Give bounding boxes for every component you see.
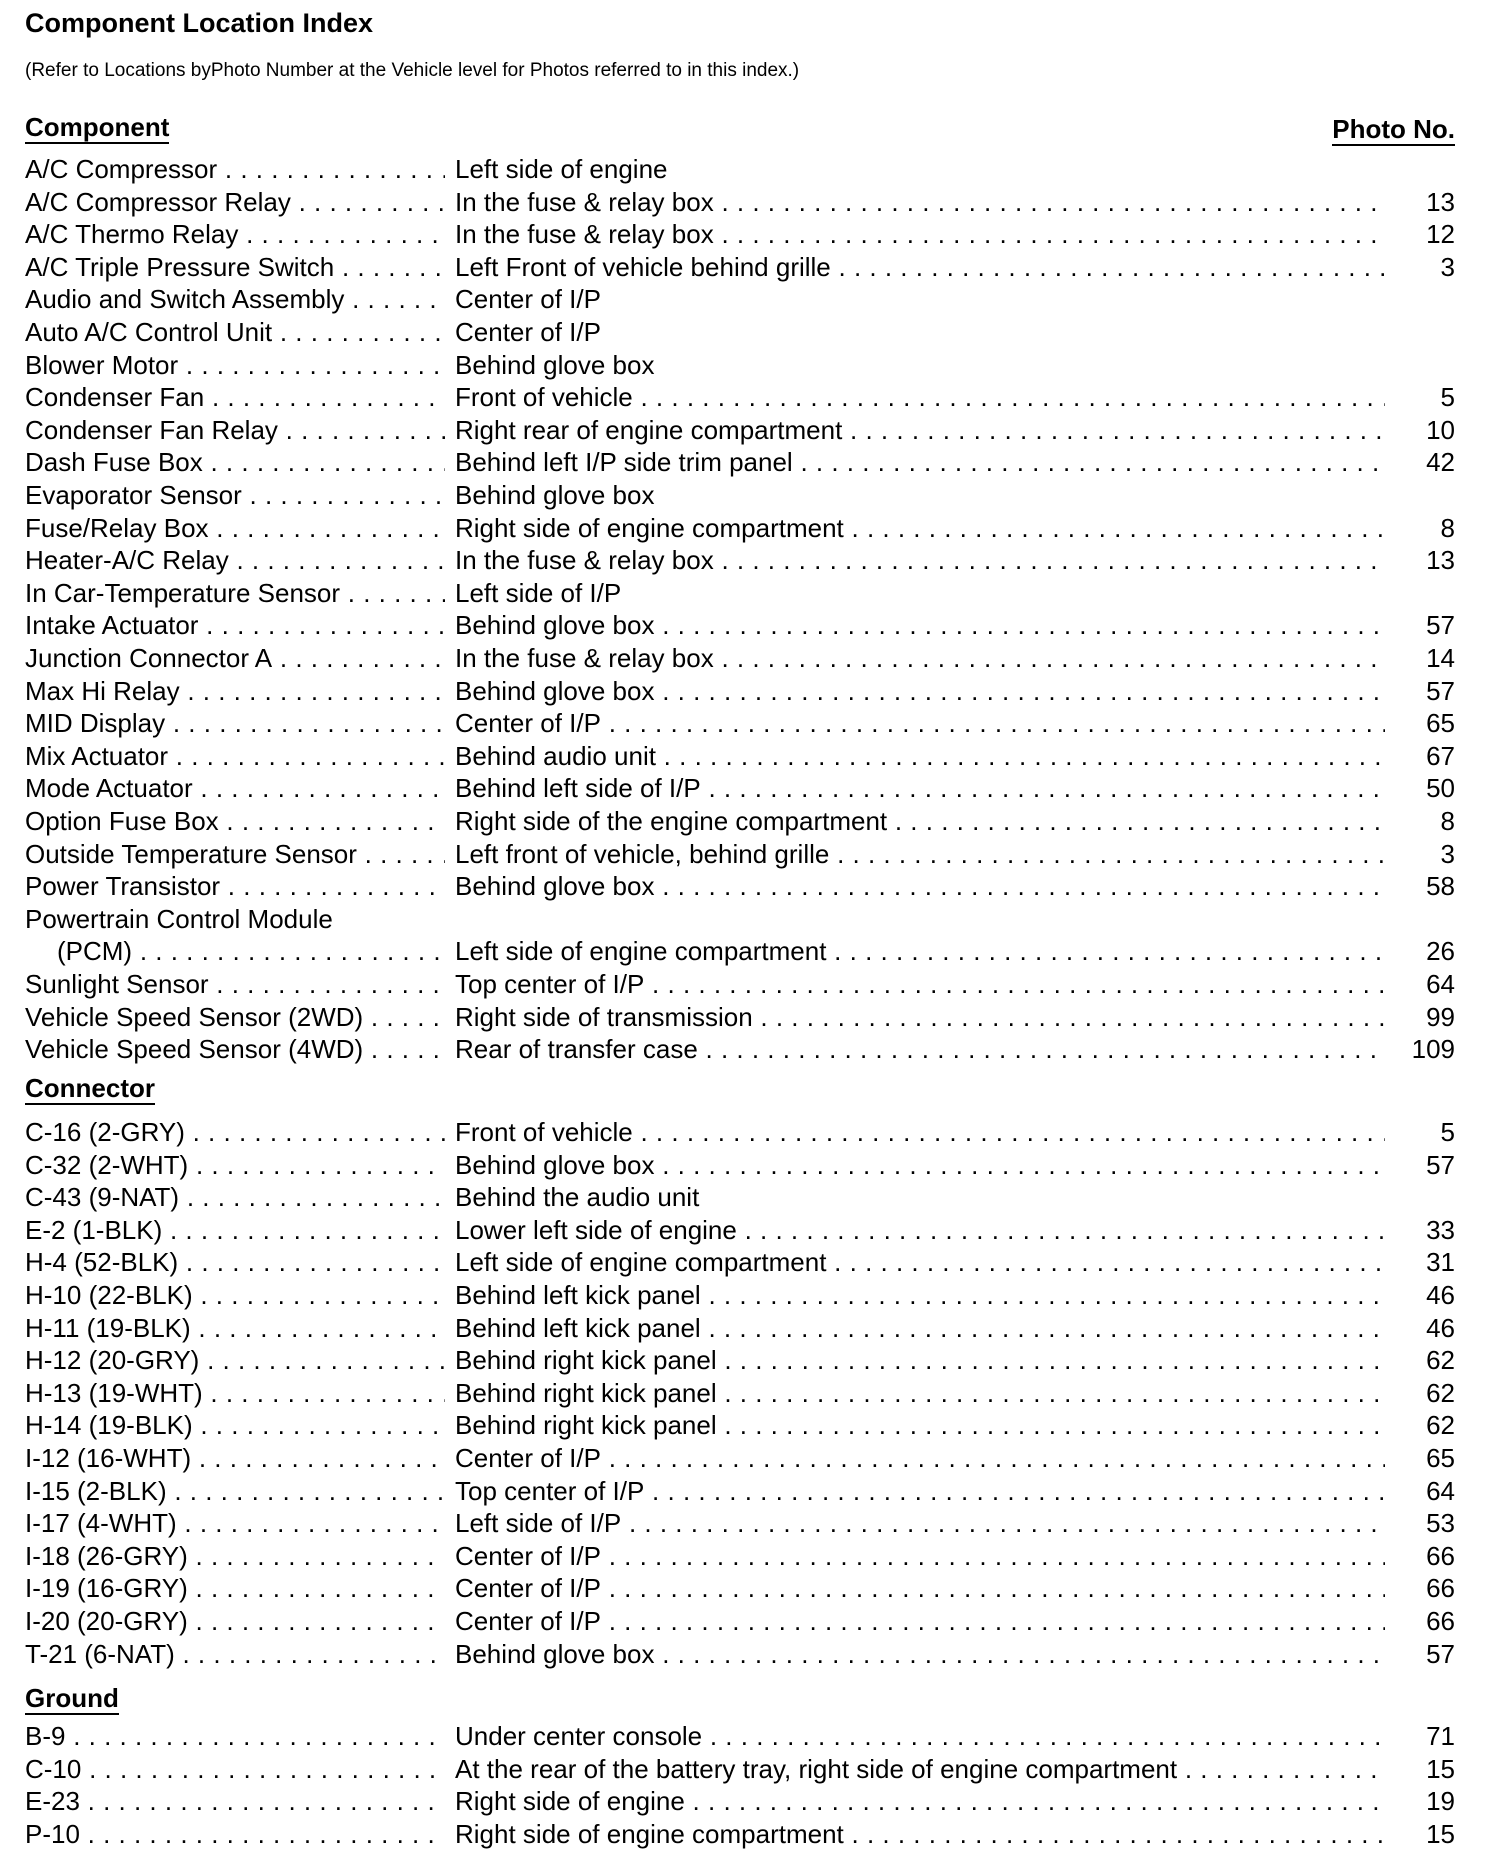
row-component-name: Max Hi Relay . . . bbox=[25, 675, 445, 707]
row-photo-number: 31 bbox=[1385, 1246, 1455, 1278]
row-component-name: H-11 (19-BLK) . . . bbox=[25, 1312, 445, 1344]
table-row bbox=[25, 1605, 1455, 1638]
row-photo-number: 13 bbox=[1385, 544, 1455, 576]
row-photo-number: 14 bbox=[1385, 642, 1455, 674]
table-row bbox=[25, 1638, 1455, 1671]
row-photo-number: 57 bbox=[1385, 1638, 1455, 1670]
row-location: Behind audio unit . . . bbox=[455, 740, 1385, 772]
row-component-name: (PCM) . . . bbox=[25, 935, 445, 967]
row-photo-number: 67 bbox=[1385, 740, 1455, 772]
row-photo-number: 5 bbox=[1385, 1116, 1455, 1148]
row-location: Behind glove box . . . bbox=[455, 870, 1385, 902]
page-title: Component Location Index bbox=[25, 8, 373, 38]
table-row bbox=[25, 838, 1455, 871]
row-component-name: A/C Thermo Relay . . . bbox=[25, 218, 445, 250]
row-location: In the fuse & relay box . . . bbox=[455, 186, 1385, 218]
table-row bbox=[25, 1246, 1455, 1279]
row-component-name: Vehicle Speed Sensor (4WD) . . . bbox=[25, 1033, 445, 1065]
row-photo-number: 62 bbox=[1385, 1344, 1455, 1376]
row-location: Left side of I/P . . . bbox=[455, 1507, 1385, 1539]
row-component-name: I-18 (26-GRY) . . . bbox=[25, 1540, 445, 1572]
row-photo-number: 62 bbox=[1385, 1409, 1455, 1441]
table-row bbox=[25, 1720, 1455, 1753]
row-photo-number: 71 bbox=[1385, 1720, 1455, 1752]
row-component-name: C-16 (2-GRY) . . . bbox=[25, 1116, 445, 1148]
row-photo-number: 3 bbox=[1385, 838, 1455, 870]
row-component-name: H-10 (22-BLK) . . . bbox=[25, 1279, 445, 1311]
row-component-name: I-19 (16-GRY) . . . bbox=[25, 1572, 445, 1604]
row-location: In the fuse & relay box . . . bbox=[455, 544, 1385, 576]
row-component-name: Dash Fuse Box . . . bbox=[25, 446, 445, 478]
table-row bbox=[25, 1507, 1455, 1540]
row-photo-number: 26 bbox=[1385, 935, 1455, 967]
row-photo-number: 46 bbox=[1385, 1279, 1455, 1311]
row-photo-number: 58 bbox=[1385, 870, 1455, 902]
row-photo-number: 66 bbox=[1385, 1540, 1455, 1572]
photo-number-header: Photo No. bbox=[1332, 114, 1455, 144]
row-location: Center of I/P . . . bbox=[455, 1540, 1385, 1572]
row-location: Left side of I/P bbox=[455, 577, 622, 608]
row-photo-number: 66 bbox=[1385, 1605, 1455, 1637]
row-photo-number: 8 bbox=[1385, 512, 1455, 544]
table-row bbox=[25, 1312, 1455, 1345]
row-location: Center of I/P . . . bbox=[455, 1572, 1385, 1604]
row-location: Right side of engine compartment . . . bbox=[455, 512, 1385, 544]
row-component-name: B-9 . . . bbox=[25, 1720, 445, 1752]
row-component-name: E-2 (1-BLK) . . . bbox=[25, 1214, 445, 1246]
table-row bbox=[25, 772, 1455, 805]
row-location: At the rear of the battery tray, right side of engine compartment . . . bbox=[455, 1753, 1385, 1785]
table-row bbox=[25, 316, 1455, 349]
row-component-name: Powertrain Control Module bbox=[25, 903, 333, 934]
row-photo-number: 99 bbox=[1385, 1001, 1455, 1033]
row-component-name: Option Fuse Box . . . bbox=[25, 805, 445, 837]
row-location: Behind left side of I/P . . . bbox=[455, 772, 1385, 804]
row-component-name: E-23 . . . bbox=[25, 1785, 445, 1817]
row-location: Behind left kick panel . . . bbox=[455, 1279, 1385, 1311]
row-photo-number: 65 bbox=[1385, 707, 1455, 739]
row-photo-number: 109 bbox=[1385, 1033, 1455, 1065]
row-photo-number: 8 bbox=[1385, 805, 1455, 837]
row-component-name: C-43 (9-NAT) . . . bbox=[25, 1181, 445, 1213]
row-photo-number: 66 bbox=[1385, 1572, 1455, 1604]
row-photo-number: 65 bbox=[1385, 1442, 1455, 1474]
row-component-name: C-10 . . . bbox=[25, 1753, 445, 1785]
table-row bbox=[25, 544, 1455, 577]
row-component-name: Blower Motor . . . bbox=[25, 349, 445, 381]
table-row bbox=[25, 349, 1455, 382]
row-location: Behind glove box . . . bbox=[455, 1638, 1385, 1670]
section-heading-ground: Ground bbox=[25, 1683, 119, 1713]
row-component-name: A/C Triple Pressure Switch . . . bbox=[25, 251, 445, 283]
table-row bbox=[25, 1540, 1455, 1573]
page-subtitle: (Refer to Locations byPhoto Number at the Vehicle level for Photos referred to in this index.) bbox=[25, 60, 800, 81]
table-row bbox=[25, 1344, 1455, 1377]
row-location: Top center of I/P . . . bbox=[455, 1475, 1385, 1507]
row-location: Behind glove box . . . bbox=[455, 1149, 1385, 1181]
row-location: Top center of I/P . . . bbox=[455, 968, 1385, 1000]
row-photo-number: 64 bbox=[1385, 968, 1455, 1000]
table-row bbox=[25, 1572, 1455, 1605]
row-location: Behind right kick panel . . . bbox=[455, 1409, 1385, 1441]
row-component-name: Mix Actuator . . . bbox=[25, 740, 445, 772]
row-component-name: T-21 (6-NAT) . . . bbox=[25, 1638, 445, 1670]
section-heading-connector: Connector bbox=[25, 1073, 155, 1103]
row-component-name: Auto A/C Control Unit . . . bbox=[25, 316, 445, 348]
row-component-name: H-12 (20-GRY) . . . bbox=[25, 1344, 445, 1376]
row-location: Behind glove box bbox=[455, 480, 655, 510]
row-component-name: Junction Connector A . . . bbox=[25, 642, 445, 674]
section-heading-component: Component bbox=[25, 112, 170, 142]
row-location: Behind the audio unit bbox=[455, 1182, 700, 1213]
row-location: Center of I/P . . . bbox=[455, 707, 1385, 739]
row-location: Behind glove box bbox=[455, 349, 655, 380]
row-location: Under center console . . . bbox=[455, 1720, 1385, 1752]
row-photo-number: 3 bbox=[1385, 251, 1455, 283]
table-row bbox=[25, 870, 1455, 903]
table-row bbox=[25, 414, 1455, 447]
table-row bbox=[25, 1377, 1455, 1410]
table-row bbox=[25, 642, 1455, 675]
row-component-name: A/C Compressor Relay . . . bbox=[25, 186, 445, 218]
row-location: Center of I/P . . . bbox=[455, 1442, 1385, 1474]
table-row bbox=[25, 381, 1455, 414]
row-location: Left side of engine compartment . . . bbox=[455, 935, 1385, 967]
table-row bbox=[25, 935, 1455, 968]
row-component-name: I-12 (16-WHT) . . . bbox=[25, 1442, 445, 1474]
table-row bbox=[25, 251, 1455, 284]
row-component-name: P-10 . . . bbox=[25, 1818, 445, 1850]
table-row bbox=[25, 805, 1455, 838]
table-row bbox=[25, 512, 1455, 545]
row-component-name: Sunlight Sensor . . . bbox=[25, 968, 445, 1000]
table-row bbox=[25, 479, 1455, 512]
row-location: Left front of vehicle, behind grille . . . bbox=[455, 838, 1385, 870]
table-row bbox=[25, 1149, 1455, 1182]
table-row bbox=[25, 707, 1455, 740]
row-photo-number: 10 bbox=[1385, 414, 1455, 446]
row-location: Behind glove box . . . bbox=[455, 609, 1385, 641]
table-row bbox=[25, 153, 1455, 186]
row-location: Lower left side of engine . . . bbox=[455, 1214, 1385, 1246]
table-row bbox=[25, 446, 1455, 479]
row-component-name: Condenser Fan Relay . . . bbox=[25, 414, 445, 446]
row-component-name: Audio and Switch Assembly . . . bbox=[25, 283, 445, 315]
row-location: Center of I/P bbox=[455, 284, 601, 315]
table-row bbox=[25, 1818, 1455, 1851]
table-row bbox=[25, 1475, 1455, 1508]
table-row bbox=[25, 1409, 1455, 1442]
row-component-name: C-32 (2-WHT) . . . bbox=[25, 1149, 445, 1181]
table-row bbox=[25, 1033, 1455, 1066]
row-component-name: A/C Compressor . . . bbox=[25, 153, 445, 185]
row-location: Behind glove box . . . bbox=[455, 675, 1385, 707]
table-row bbox=[25, 1214, 1455, 1247]
row-location: Behind right kick panel . . . bbox=[455, 1344, 1385, 1376]
row-location: Right side of engine . . . bbox=[455, 1785, 1385, 1817]
row-photo-number: 15 bbox=[1385, 1818, 1455, 1850]
row-location: Left side of engine bbox=[455, 154, 668, 184]
table-row bbox=[25, 1442, 1455, 1475]
table-row bbox=[25, 1116, 1455, 1149]
row-component-name: Fuse/Relay Box . . . bbox=[25, 512, 445, 544]
table-row bbox=[25, 609, 1455, 642]
table-row bbox=[25, 1785, 1455, 1818]
row-location: Behind right kick panel . . . bbox=[455, 1377, 1385, 1409]
row-component-name: Outside Temperature Sensor . . . bbox=[25, 838, 445, 870]
row-location: Left Front of vehicle behind grille . . . bbox=[455, 251, 1385, 283]
table-row bbox=[25, 577, 1455, 610]
table-row bbox=[25, 218, 1455, 251]
row-photo-number: 62 bbox=[1385, 1377, 1455, 1409]
row-photo-number: 19 bbox=[1385, 1785, 1455, 1817]
row-component-name: MID Display . . . bbox=[25, 707, 445, 739]
row-location: Front of vehicle . . . bbox=[455, 1116, 1385, 1148]
row-photo-number: 5 bbox=[1385, 381, 1455, 413]
row-component-name: H-13 (19-WHT) . . . bbox=[25, 1377, 445, 1409]
table-row bbox=[25, 1279, 1455, 1312]
row-component-name: Heater-A/C Relay . . . bbox=[25, 544, 445, 576]
row-photo-number: 42 bbox=[1385, 446, 1455, 478]
row-component-name: Evaporator Sensor . . . bbox=[25, 479, 445, 511]
table-row bbox=[25, 740, 1455, 773]
row-location: Center of I/P . . . bbox=[455, 1605, 1385, 1637]
row-component-name: I-20 (20-GRY) . . . bbox=[25, 1605, 445, 1637]
table-row bbox=[25, 675, 1455, 708]
row-component-name: Mode Actuator . . . bbox=[25, 772, 445, 804]
row-photo-number: 53 bbox=[1385, 1507, 1455, 1539]
row-location: Center of I/P bbox=[455, 317, 601, 347]
row-photo-number: 13 bbox=[1385, 186, 1455, 218]
row-component-name: I-17 (4-WHT) . . . bbox=[25, 1507, 445, 1539]
row-component-name: Power Transistor . . . bbox=[25, 870, 445, 902]
row-component-name: Condenser Fan . . . bbox=[25, 381, 445, 413]
table-row bbox=[25, 1753, 1455, 1786]
row-location: Right rear of engine compartment . . . bbox=[455, 414, 1385, 446]
table-row bbox=[25, 903, 1455, 936]
row-location: In the fuse & relay box . . . bbox=[455, 218, 1385, 250]
row-photo-number: 15 bbox=[1385, 1753, 1455, 1785]
row-photo-number: 57 bbox=[1385, 609, 1455, 641]
row-location: Left side of engine compartment . . . bbox=[455, 1246, 1385, 1278]
row-location: Behind left kick panel . . . bbox=[455, 1312, 1385, 1344]
row-photo-number: 64 bbox=[1385, 1475, 1455, 1507]
table-row bbox=[25, 1001, 1455, 1034]
row-location bbox=[455, 903, 1385, 935]
row-component-name: Vehicle Speed Sensor (2WD) . . . bbox=[25, 1001, 445, 1033]
row-component-name: H-14 (19-BLK) . . . bbox=[25, 1409, 445, 1441]
row-component-name: H-4 (52-BLK) . . . bbox=[25, 1246, 445, 1278]
table-row bbox=[25, 1181, 1455, 1214]
row-location: Front of vehicle . . . bbox=[455, 381, 1385, 413]
row-photo-number: 12 bbox=[1385, 218, 1455, 250]
row-photo-number: 33 bbox=[1385, 1214, 1455, 1246]
row-component-name: Intake Actuator . . . bbox=[25, 609, 445, 641]
table-row bbox=[25, 186, 1455, 219]
row-component-name: I-15 (2-BLK) . . . bbox=[25, 1475, 445, 1507]
table-row bbox=[25, 283, 1455, 316]
row-photo-number: 57 bbox=[1385, 675, 1455, 707]
row-location: Rear of transfer case . . . bbox=[455, 1033, 1385, 1065]
row-location: Behind left I/P side trim panel . . . bbox=[455, 446, 1385, 478]
row-component-name: In Car-Temperature Sensor . . . bbox=[25, 577, 445, 609]
row-location: Right side of transmission . . . bbox=[455, 1001, 1385, 1033]
row-location: In the fuse & relay box . . . bbox=[455, 642, 1385, 674]
row-photo-number: 50 bbox=[1385, 772, 1455, 804]
table-row bbox=[25, 968, 1455, 1001]
row-location: Right side of engine compartment . . . bbox=[455, 1818, 1385, 1850]
row-photo-number: 57 bbox=[1385, 1149, 1455, 1181]
row-location: Right side of the engine compartment . . . bbox=[455, 805, 1385, 837]
row-photo-number: 46 bbox=[1385, 1312, 1455, 1344]
